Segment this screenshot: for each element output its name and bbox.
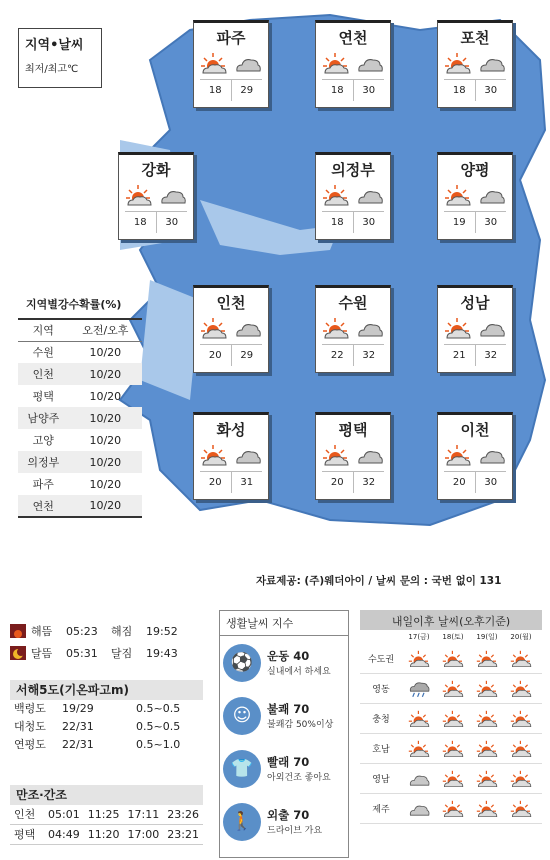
sun-cloud-icon [442, 800, 464, 818]
sun-cloud-icon [510, 680, 532, 698]
life-desc: 드라이브 가요 [267, 826, 323, 836]
city-name: 파주 [216, 29, 246, 47]
moonrise-icon [10, 646, 26, 660]
region-name: 제주 [372, 805, 390, 815]
region-name: 수도권 [367, 655, 395, 665]
sun-cloud-icon [476, 680, 498, 698]
temp-high: 30 [353, 212, 385, 233]
city-temps [125, 211, 187, 233]
sun-cloud-icon [444, 444, 472, 466]
tide-title: 만조·간조 [10, 785, 203, 805]
sun-cloud-icon [476, 740, 498, 758]
life-item [220, 742, 348, 795]
city-temps [322, 471, 384, 493]
rain-value: 10/20 [89, 433, 122, 447]
legend-subtitle: 최저/최고℃ [25, 64, 79, 75]
cloud-icon [478, 52, 506, 74]
tide-cell: 평택 [14, 828, 36, 841]
rain-value: 10/20 [69, 363, 142, 385]
city-temps [444, 79, 506, 101]
west-sea-islands [10, 680, 203, 754]
city-card-2 [437, 20, 513, 108]
city-icons [438, 184, 512, 210]
forecast-region-row [360, 644, 542, 674]
city-name: 강화 [141, 161, 171, 179]
rain-probability-table [18, 296, 148, 518]
city-icons [438, 444, 512, 470]
cloud-icon [478, 317, 506, 339]
city-temps [444, 471, 506, 493]
cloud-icon [159, 184, 187, 206]
region-name: 영남 [372, 775, 390, 785]
sun-cloud-icon [510, 770, 532, 788]
sunrise-icon [10, 624, 26, 638]
city-name: 이천 [460, 421, 490, 439]
city-name: 의정부 [331, 161, 375, 179]
island-temp: 19/29 [62, 702, 94, 715]
sun-cloud-icon [476, 650, 498, 668]
rain-header-ampm: 오전/오후 [69, 319, 142, 341]
rain-region: 남양주 [18, 407, 69, 429]
rain-row [18, 407, 142, 429]
sun-cloud-icon [510, 740, 532, 758]
life-item [220, 636, 348, 689]
rain-row [18, 363, 142, 385]
island-name: 백령도 [14, 702, 46, 715]
wave-height: 0.5~1.0 [136, 738, 181, 751]
city-icons [438, 317, 512, 343]
sun-cloud-icon [444, 184, 472, 206]
city-temps [200, 79, 262, 101]
temp-low: 20 [452, 477, 466, 488]
sun-cloud-icon [322, 52, 350, 74]
moon-row [10, 642, 200, 664]
temp-high: 32 [353, 345, 385, 366]
city-name: 평택 [338, 421, 368, 439]
city-card-8 [437, 285, 513, 373]
cloud-icon [408, 800, 430, 818]
sun-cloud-icon [510, 710, 532, 728]
city-name: 성남 [460, 294, 490, 312]
city-name: 연천 [338, 29, 368, 47]
sun-cloud-icon [200, 52, 228, 74]
sun-cloud-icon [125, 184, 153, 206]
forecast-day: 18(토) [442, 633, 464, 641]
data-source: 자료제공: (주)웨더아이 / 날씨 문의 : 국번 없이 131 [256, 575, 502, 587]
sunset-label: 해짐 [111, 625, 133, 638]
region-name: 영동 [372, 685, 390, 695]
forecast-day: 20(월) [510, 633, 532, 641]
sun-cloud-icon [442, 770, 464, 788]
temp-high: 30 [475, 80, 507, 101]
forecast-region-row [360, 704, 542, 734]
rain-header-region: 지역 [18, 319, 69, 341]
cloud-icon [356, 52, 384, 74]
city-temps [444, 211, 506, 233]
temp-low: 21 [452, 350, 466, 361]
sun-cloud-icon [444, 317, 472, 339]
city-icons [119, 184, 193, 210]
city-name: 양평 [460, 161, 490, 179]
rain-region: 고양 [32, 434, 54, 447]
island-name: 대청도 [14, 720, 46, 733]
tide-cell: 23:21 [167, 828, 199, 841]
rain-value: 10/20 [69, 451, 142, 473]
sun-cloud-icon [510, 800, 532, 818]
rain-value: 10/20 [89, 345, 122, 359]
life-weather-index [219, 610, 349, 858]
city-icons [316, 317, 390, 343]
city-temps [322, 79, 384, 101]
cloud-icon [234, 52, 262, 74]
cloud-icon [478, 444, 506, 466]
city-card-7 [315, 285, 391, 373]
rain-row [18, 473, 142, 495]
temp-high: 29 [231, 80, 263, 101]
temp-low: 22 [330, 350, 344, 361]
sun-cloud-icon [322, 317, 350, 339]
sun-moon-times [10, 620, 200, 664]
rain-region: 평택 [32, 390, 54, 403]
city-icons [194, 444, 268, 470]
temp-high: 30 [156, 212, 188, 233]
cloud-icon [408, 770, 430, 788]
sun-cloud-icon [444, 52, 472, 74]
city-name: 인천 [216, 294, 246, 312]
city-card-5 [437, 152, 513, 240]
face-icon: ☺ [223, 697, 261, 735]
city-name: 포천 [460, 29, 490, 47]
sun-cloud-icon [476, 710, 498, 728]
temp-high: 32 [353, 472, 385, 493]
sea-row [10, 736, 203, 754]
tide-row [10, 805, 203, 825]
rain-row [18, 341, 142, 363]
moonrise-time: 05:31 [66, 646, 98, 660]
life-index: 외출 70 [267, 808, 310, 822]
rain-value: 10/20 [69, 407, 142, 429]
tide-cell: 11:20 [87, 828, 120, 841]
forecast-title: 내일이후 날씨(오후기준) [360, 610, 542, 630]
rain-region: 의정부 [18, 451, 69, 473]
rain-region: 연천 [18, 495, 69, 517]
sun-cloud-icon [322, 184, 350, 206]
temp-low: 18 [330, 85, 344, 96]
sea-row [10, 700, 203, 718]
rain-region: 파주 [32, 478, 54, 491]
tide-cell: 11:25 [87, 808, 120, 821]
wave-height: 0.5~0.5 [136, 720, 181, 733]
city-temps [322, 344, 384, 366]
tide-table [10, 785, 203, 845]
city-icons [438, 52, 512, 78]
tide-cell: 23:26 [167, 808, 199, 821]
sun-cloud-icon [442, 740, 464, 758]
moonrise-label: 달뜸 [31, 647, 53, 660]
island-name: 연평도 [14, 738, 46, 751]
moonset-time: 19:43 [146, 646, 178, 660]
sun-cloud-icon [476, 770, 498, 788]
running-icon: ⚽ [223, 644, 261, 682]
legend-title: 지역•날씨 [25, 38, 84, 53]
temp-low: 18 [208, 85, 222, 96]
rain-title: 지역별강수확률(%) [26, 298, 122, 311]
region-name: 호남 [372, 745, 390, 755]
temp-low: 18 [452, 85, 466, 96]
city-icons [194, 52, 268, 78]
tide-cell: 04:49 [48, 828, 80, 841]
sun-cloud-icon [442, 680, 464, 698]
temp-high: 31 [231, 472, 263, 493]
rain-icon [408, 680, 430, 698]
life-desc: 불쾌감 50%이상 [267, 720, 334, 730]
city-card-0 [193, 20, 269, 108]
sun-cloud-icon [442, 650, 464, 668]
tide-row [10, 825, 203, 845]
cloud-icon [356, 317, 384, 339]
island-temp: 22/31 [62, 738, 94, 751]
temp-high: 32 [475, 345, 507, 366]
city-icons [316, 52, 390, 78]
rain-row [18, 495, 142, 517]
forecast-region-row [360, 734, 542, 764]
sea-row [10, 718, 203, 736]
cloud-icon [478, 184, 506, 206]
cloud-icon [356, 444, 384, 466]
map-legend [18, 28, 102, 88]
sun-cloud-icon [408, 650, 430, 668]
sun-cloud-icon [476, 800, 498, 818]
temp-low: 20 [330, 477, 344, 488]
region-name: 충청 [372, 715, 390, 725]
shirt-icon: 👕 [223, 750, 261, 788]
city-temps [444, 344, 506, 366]
sun-row [10, 620, 200, 642]
sun-cloud-icon [322, 444, 350, 466]
sun-cloud-icon [510, 650, 532, 668]
temp-low: 18 [133, 217, 147, 228]
sunset-time: 19:52 [146, 624, 178, 638]
city-card-11 [437, 412, 513, 500]
sunrise-time: 05:23 [66, 624, 98, 638]
temp-low: 20 [208, 350, 222, 361]
temp-low: 20 [208, 477, 222, 488]
tide-cell: 17:11 [127, 808, 160, 821]
city-card-4 [315, 152, 391, 240]
cloud-icon [234, 317, 262, 339]
forecast-day: 17(금) [408, 633, 430, 641]
sea-title: 서해5도(기온파고m) [10, 680, 203, 700]
city-temps [200, 471, 262, 493]
city-temps [322, 211, 384, 233]
sun-cloud-icon [442, 710, 464, 728]
forecast-table [360, 610, 542, 858]
rain-row [18, 429, 142, 451]
rain-region: 수원 [32, 346, 54, 360]
island-temp: 22/31 [62, 720, 94, 733]
wave-height: 0.5~0.5 [136, 702, 181, 715]
city-name: 수원 [338, 294, 368, 312]
moonset-label: 달짐 [111, 647, 133, 660]
tide-cell: 17:00 [127, 828, 160, 841]
rain-row [18, 451, 142, 473]
temp-high: 29 [231, 345, 263, 366]
rain-region: 인천 [18, 363, 69, 385]
city-card-3 [118, 152, 194, 240]
city-name: 화성 [216, 421, 246, 439]
temp-high: 30 [475, 212, 507, 233]
rain-row [18, 385, 142, 407]
life-desc: 실내에서 하세요 [267, 667, 331, 677]
sun-cloud-icon [408, 740, 430, 758]
city-icons [316, 444, 390, 470]
forecast-region-row [360, 764, 542, 794]
cloud-icon [234, 444, 262, 466]
sun-cloud-icon [408, 710, 430, 728]
temp-low: 18 [330, 217, 344, 228]
sunrise-label: 해뜸 [31, 625, 53, 638]
rain-value: 10/20 [69, 495, 142, 517]
city-card-10 [315, 412, 391, 500]
rain-value: 10/20 [89, 389, 122, 403]
life-desc: 아외건조 좋아요 [267, 773, 331, 783]
person-icon: 🚶 [223, 803, 261, 841]
life-index: 운동 40 [267, 649, 310, 663]
sun-cloud-icon [200, 317, 228, 339]
sun-cloud-icon [200, 444, 228, 466]
city-icons [316, 184, 390, 210]
city-card-1 [315, 20, 391, 108]
life-index: 불쾌 70 [267, 702, 310, 716]
city-temps [200, 344, 262, 366]
tide-cell: 인천 [14, 808, 36, 821]
city-icons [194, 317, 268, 343]
temp-high: 30 [353, 80, 385, 101]
city-card-9 [193, 412, 269, 500]
forecast-day: 19(일) [476, 633, 498, 641]
temp-high: 30 [475, 472, 507, 493]
life-item [220, 795, 348, 848]
cloud-icon [356, 184, 384, 206]
temp-low: 19 [452, 217, 466, 228]
life-index: 빨래 70 [267, 755, 310, 769]
forecast-region-row [360, 674, 542, 704]
life-item [220, 689, 348, 742]
life-title: 생활날씨 지수 [220, 611, 348, 636]
rain-value: 10/20 [89, 477, 122, 491]
tide-cell: 05:01 [48, 808, 80, 821]
forecast-region-row [360, 794, 542, 824]
city-card-6 [193, 285, 269, 373]
